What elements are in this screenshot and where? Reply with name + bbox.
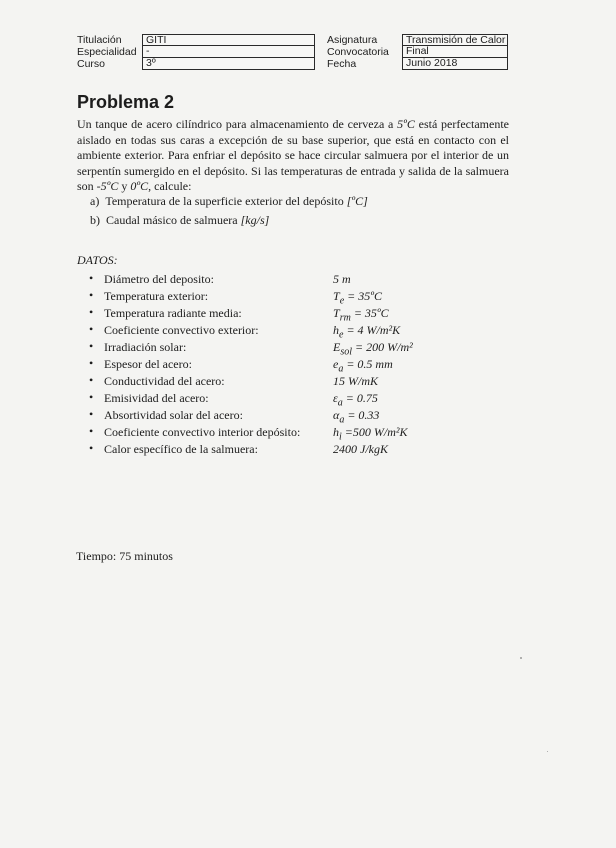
datos-row: • Calor específico de la salmuera: 2400 J/kgK (89, 441, 388, 456)
datos-heading: DATOS: (77, 253, 118, 267)
question-a: a) Temperatura de la superficie exterior del depósito [ºC] (90, 194, 368, 208)
datos-row: • Conductividad del acero: 15 W/mK (89, 373, 378, 388)
problem-title: Problema 2 (77, 92, 175, 112)
header-label-curso: Curso (77, 58, 106, 70)
header-label-especialidad: Especialidad (77, 46, 137, 58)
datos-row: • Diámetro del deposito: 5 m (89, 271, 351, 286)
header-value-curso: 3º (142, 58, 315, 70)
exam-time: Tiempo: 75 minutos (76, 549, 173, 563)
datos-row: • Irradiación solar: $E_{sol} = 200$ W/m² (89, 339, 413, 358)
header-value-titulacion: GITI (142, 34, 315, 46)
problem-statement: Un tanque de acero cilíndrico para almacenamiento de cerveza a 5ºC está perfectamente aislado en todas sus caras a excepción de su base superior, que está en contacto con el ambiente exterior. Para enfriar el depósito se hace circular salmuera por el interior de un serpentín sumergido en el depósito. Si las temperaturas de entrada y salida de la salmuera son -5ºC y 0ºC, calcule: (77, 117, 509, 194)
datos-row: • Emisividad del acero: $\varepsilon_a = 0.75$ (89, 390, 378, 409)
scan-speck (520, 657, 522, 659)
datos-row: • Coeficiente convectivo exterior: $h_e = 4$ W/m²K (89, 322, 401, 341)
header-value-asignatura: Transmisión de Calor (402, 34, 508, 46)
datos-row: • Temperatura radiante media: $T_{rm}$ = 35ºC (89, 305, 389, 324)
question-b: b) Caudal másico de salmuera [kg/s] (90, 213, 270, 227)
header-value-especialidad: - (142, 46, 315, 58)
scan-speck (547, 751, 548, 752)
header-value-convocatoria: Final (402, 46, 508, 58)
header-label-titulacion: Titulación (77, 34, 122, 46)
datos-row: • Espesor del acero: $e_a = 0.5$ mm (89, 356, 393, 375)
header-value-fecha: Junio 2018 (402, 58, 508, 70)
header-label-asignatura: Asignatura (327, 34, 378, 46)
header-label-fecha: Fecha (327, 58, 357, 70)
datos-row: • Coeficiente convectivo interior depósito: $h_i =500$ W/m²K (89, 424, 408, 443)
header-label-convocatoria: Convocatoria (327, 46, 389, 58)
datos-row: • Temperatura exterior: $T_e$ = 35ºC (89, 288, 382, 307)
datos-row: • Absortividad solar del acero: $\alpha_a = 0.33$ (89, 407, 380, 426)
